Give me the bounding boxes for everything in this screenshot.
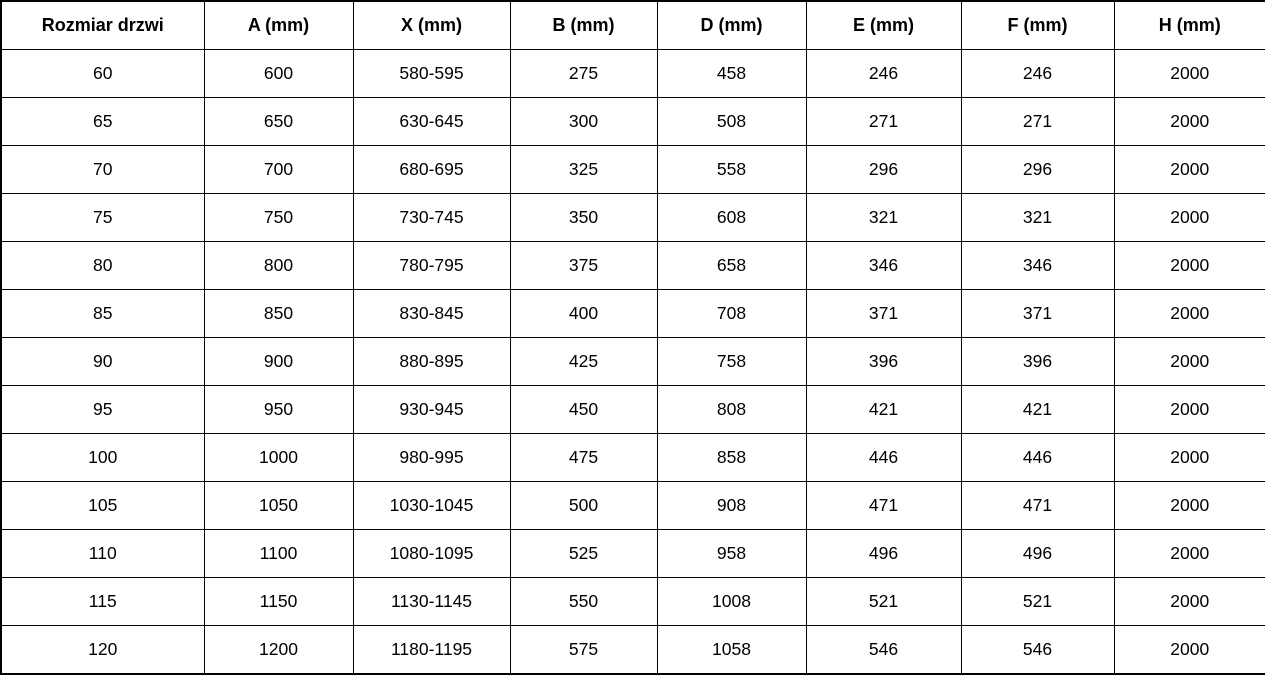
table-cell: 100 [1,434,204,482]
table-cell: 2000 [1114,290,1265,338]
table-cell: 115 [1,578,204,626]
table-cell: 271 [961,98,1114,146]
table-cell: 471 [961,482,1114,530]
table-cell: 496 [806,530,961,578]
table-cell: 708 [657,290,806,338]
table-cell: 120 [1,626,204,675]
table-row [1,98,1265,146]
header-cell: H (mm) [1114,1,1265,50]
table-cell: 558 [657,146,806,194]
table-cell: 1008 [657,578,806,626]
table-cell: 630-645 [353,98,510,146]
table-cell: 396 [806,338,961,386]
table-cell: 1050 [204,482,353,530]
table-cell: 521 [961,578,1114,626]
table-cell: 471 [806,482,961,530]
table-cell: 600 [204,50,353,98]
table-cell: 808 [657,386,806,434]
table-row [1,338,1265,386]
table-cell: 95 [1,386,204,434]
table-cell: 271 [806,98,961,146]
table-row [1,290,1265,338]
table-cell: 85 [1,290,204,338]
table-cell: 458 [657,50,806,98]
table-cell: 246 [961,50,1114,98]
table-cell: 958 [657,530,806,578]
table-cell: 425 [510,338,657,386]
table-cell: 780-795 [353,242,510,290]
table-cell: 1100 [204,530,353,578]
table-body [1,50,1265,675]
table-cell: 80 [1,242,204,290]
header-cell: B (mm) [510,1,657,50]
table-cell: 2000 [1114,482,1265,530]
table-cell: 446 [961,434,1114,482]
table-cell: 1080-1095 [353,530,510,578]
table-cell: 496 [961,530,1114,578]
table-row [1,530,1265,578]
table-row [1,578,1265,626]
table-cell: 930-945 [353,386,510,434]
table-cell: 2000 [1114,434,1265,482]
table-cell: 880-895 [353,338,510,386]
table-cell: 680-695 [353,146,510,194]
table-cell: 850 [204,290,353,338]
table-cell: 421 [806,386,961,434]
table-cell: 546 [961,626,1114,675]
table-cell: 296 [961,146,1114,194]
table-cell: 2000 [1114,146,1265,194]
table-header [1,1,1265,50]
table-cell: 550 [510,578,657,626]
table-cell: 500 [510,482,657,530]
table-cell: 400 [510,290,657,338]
table-cell: 1030-1045 [353,482,510,530]
header-cell: D (mm) [657,1,806,50]
table-cell: 658 [657,242,806,290]
table-cell: 508 [657,98,806,146]
table-cell: 2000 [1114,386,1265,434]
table-cell: 450 [510,386,657,434]
table-cell: 900 [204,338,353,386]
table-row [1,194,1265,242]
table-cell: 2000 [1114,98,1265,146]
table-cell: 1180-1195 [353,626,510,675]
table-cell: 2000 [1114,626,1265,675]
table-cell: 2000 [1114,194,1265,242]
table-cell: 2000 [1114,530,1265,578]
table-cell: 830-845 [353,290,510,338]
header-cell: X (mm) [353,1,510,50]
table-cell: 375 [510,242,657,290]
table-cell: 70 [1,146,204,194]
table-cell: 296 [806,146,961,194]
table-cell: 858 [657,434,806,482]
table-cell: 475 [510,434,657,482]
table-cell: 1150 [204,578,353,626]
table-cell: 521 [806,578,961,626]
table-cell: 275 [510,50,657,98]
table-cell: 346 [806,242,961,290]
table-cell: 2000 [1114,50,1265,98]
table-cell: 446 [806,434,961,482]
table-cell: 580-595 [353,50,510,98]
table-row [1,50,1265,98]
table-cell: 1058 [657,626,806,675]
table-cell: 546 [806,626,961,675]
table-cell: 396 [961,338,1114,386]
table-cell: 758 [657,338,806,386]
table-cell: 730-745 [353,194,510,242]
table-cell: 525 [510,530,657,578]
table-cell: 346 [961,242,1114,290]
table-cell: 980-995 [353,434,510,482]
table-cell: 371 [806,290,961,338]
table-cell: 1200 [204,626,353,675]
table-cell: 908 [657,482,806,530]
table-row [1,626,1265,675]
table-cell: 2000 [1114,242,1265,290]
table-cell: 110 [1,530,204,578]
table-cell: 2000 [1114,338,1265,386]
table-cell: 1000 [204,434,353,482]
table-row [1,146,1265,194]
table-cell: 700 [204,146,353,194]
header-cell: A (mm) [204,1,353,50]
table-cell: 75 [1,194,204,242]
table-cell: 65 [1,98,204,146]
table-cell: 350 [510,194,657,242]
table-row [1,386,1265,434]
table-cell: 575 [510,626,657,675]
header-row [1,1,1265,50]
table-cell: 650 [204,98,353,146]
table-row [1,242,1265,290]
table-cell: 371 [961,290,1114,338]
table-cell: 1130-1145 [353,578,510,626]
header-cell: F (mm) [961,1,1114,50]
table-cell: 105 [1,482,204,530]
table-cell: 90 [1,338,204,386]
table-cell: 800 [204,242,353,290]
table-cell: 750 [204,194,353,242]
table-cell: 321 [806,194,961,242]
header-cell: E (mm) [806,1,961,50]
table-cell: 950 [204,386,353,434]
table-cell: 300 [510,98,657,146]
header-cell: Rozmiar drzwi [1,1,204,50]
table-cell: 321 [961,194,1114,242]
table-cell: 421 [961,386,1114,434]
table-cell: 608 [657,194,806,242]
table-cell: 246 [806,50,961,98]
table-row [1,482,1265,530]
table-cell: 325 [510,146,657,194]
table-row [1,434,1265,482]
table-cell: 60 [1,50,204,98]
table-cell: 2000 [1114,578,1265,626]
